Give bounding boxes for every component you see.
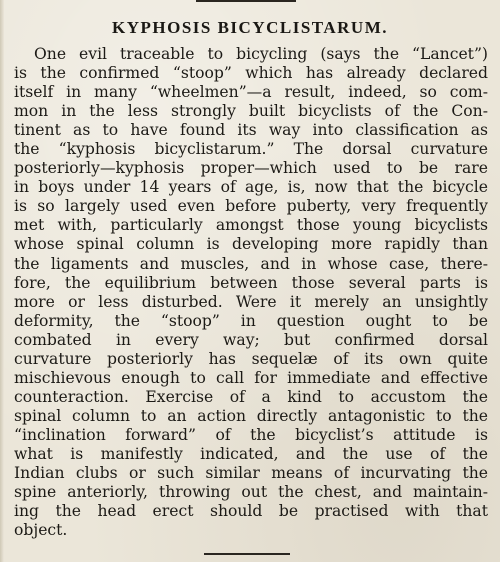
clipping-edge <box>0 0 4 562</box>
article-line: deformity, the “stoop” in question ought to be <box>14 311 488 330</box>
article-line: counteraction. Exercise of a kind to accustom the <box>14 387 488 406</box>
article-line: what is manifestly indicated, and the use of the <box>14 444 488 463</box>
article-line: tinent as to have found its way into classification as <box>14 121 488 140</box>
article-line: mon in the less strongly built bicyclists of the Con- <box>14 102 488 121</box>
article-line: itself in many “wheelmen”—a result, indeed, so com- <box>14 83 488 102</box>
article-line: whose spinal column is developing more rapidly than <box>14 235 488 254</box>
article-line: object. <box>14 521 68 540</box>
article-line: more or less disturbed. Were it merely an unsightly <box>14 292 488 311</box>
top-rule <box>196 0 296 2</box>
article-body <box>14 45 488 540</box>
article-line: is the confirmed “stoop” which has already declared <box>14 64 488 83</box>
article-line: posteriorly—kyphosis proper—which used to be rare <box>14 159 488 178</box>
article-line: met with, particularly amongst those young bicyclists <box>14 216 488 235</box>
bottom-rule <box>204 553 290 555</box>
article-line: One evil traceable to bicycling (says the “Lancet”) <box>34 45 488 63</box>
article-line: the ligaments and muscles, and in whose case, there- <box>14 254 488 273</box>
article-line: “inclination forward” of the bicyclist’s attitude is <box>14 425 488 444</box>
article-line: the “kyphosis bicyclistarum.” The dorsal curvature <box>14 140 488 159</box>
article-line: is so largely used even before puberty, very frequently <box>14 197 488 216</box>
article-title: KYPHOSIS BICYCLISTARUM. <box>111 18 388 37</box>
article-line: in boys under 14 years of age, is, now that the bicycle <box>14 178 488 197</box>
article-line: spine anteriorly, throwing out the chest, and maintain- <box>14 483 488 502</box>
article-line: ing the head erect should be practised with that <box>14 502 488 521</box>
article-line: spinal column to an action directly antagonistic to the <box>14 406 488 425</box>
article-line: Indian clubs or such similar means of incurvating the <box>14 464 488 483</box>
article-line: combated in every way; but confirmed dorsal <box>14 330 488 349</box>
article-line: fore, the equilibrium between those several parts is <box>14 273 488 292</box>
article-line: mischievous enough to call for immediate and effective <box>14 368 488 387</box>
article-line: curvature posteriorly has sequelæ of its own quite <box>14 349 488 368</box>
